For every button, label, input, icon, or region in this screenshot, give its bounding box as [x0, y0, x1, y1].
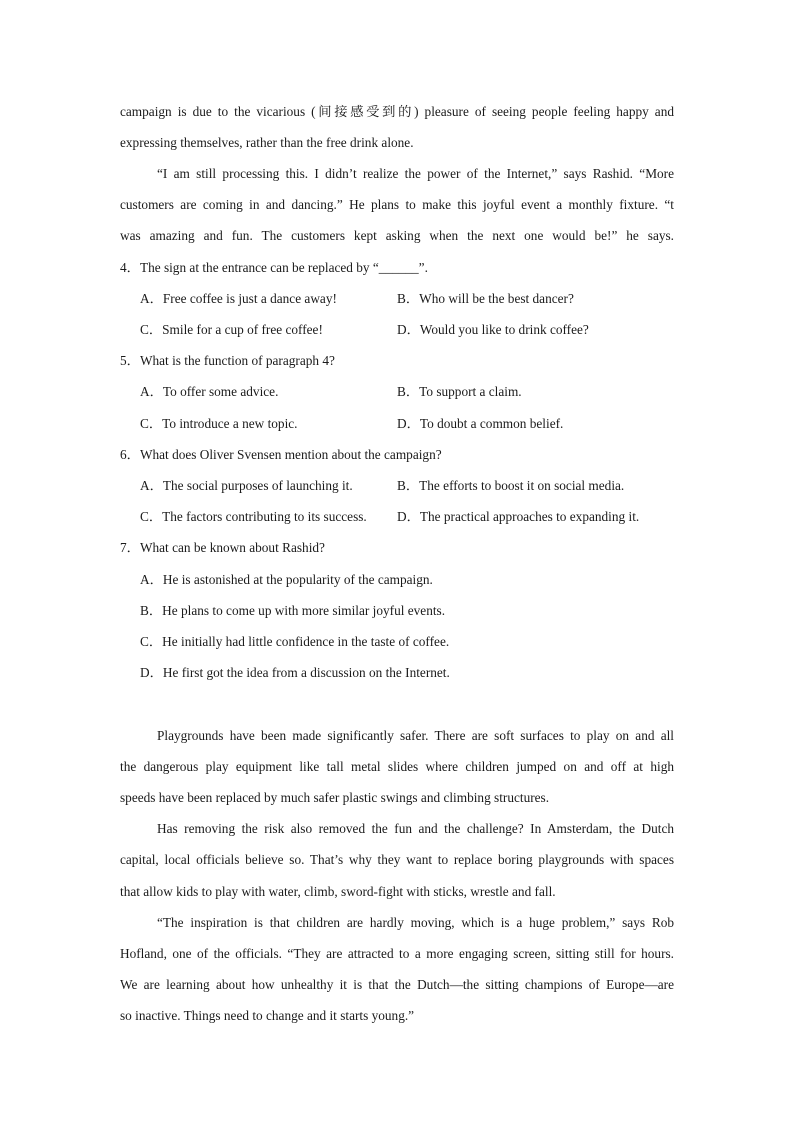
- question-6-option-a: A．The social purposes of launching it.: [140, 478, 353, 493]
- question-5-option-a: A．To offer some advice.: [140, 384, 279, 399]
- question-4-option-d: D．Would you like to drink coffee?: [397, 322, 589, 337]
- question-7-option-c: C．He initially had little confidence in the taste of coffee.: [140, 634, 450, 649]
- question-7-option-a: A．He is astonished at the popularity of the campaign.: [140, 572, 433, 587]
- passage1-line-3: “I am still processing this. I didn’t realize the power of the Internet,” says Rashid. “More: [157, 166, 674, 181]
- question-5-option-c: C．To introduce a new topic.: [140, 416, 298, 431]
- passage2-line-1: Playgrounds have been made significantly safer. There are soft surfaces to play on and all: [157, 728, 674, 743]
- passage2-line-3: speeds have been replaced by much safer plastic swings and climbing structures.: [120, 790, 550, 805]
- question-6-stem: 6．What does Oliver Svensen mention about the campaign?: [120, 447, 442, 462]
- passage1-line-4: customers are coming in and dancing.” He plans to make this joyful event a monthly fixture. “t: [120, 197, 674, 212]
- question-4-option-a: A．Free coffee is just a dance away!: [140, 291, 337, 306]
- passage2-line-8: Hofland, one of the officials. “They are attracted to a more engaging screen, sitting still for hours.: [120, 946, 674, 961]
- passage2-line-6: that allow kids to play with water, climb, sword-fight with sticks, wrestle and fall.: [120, 884, 556, 899]
- question-4-option-c: C．Smile for a cup of free coffee!: [140, 322, 323, 337]
- question-7-stem: 7．What can be known about Rashid?: [120, 540, 325, 555]
- question-6-option-b: B．The efforts to boost it on social media.: [397, 478, 625, 493]
- question-7-option-d: D．He first got the idea from a discussion on the Internet.: [140, 665, 450, 680]
- question-5-option-d: D．To doubt a common belief.: [397, 416, 564, 431]
- passage2-line-5: capital, local officials believe so. That’s why they want to replace boring playgrounds with spaces: [120, 852, 674, 867]
- question-5-option-b: B．To support a claim.: [397, 384, 522, 399]
- question-5-stem: 5．What is the function of paragraph 4?: [120, 353, 335, 368]
- passage2-line-4: Has removing the risk also removed the fun and the challenge? In Amsterdam, the Dutch: [157, 821, 674, 836]
- passage1-line-2: expressing themselves, rather than the free drink alone.: [120, 135, 414, 150]
- passage2-line-9: We are learning about how unhealthy it is that the Dutch—the sitting champions of Europe—are: [120, 977, 674, 992]
- passage2-line-2: the dangerous play equipment like tall metal slides where children jumped on and off at high: [120, 759, 674, 774]
- passage1-line-1: campaign is due to the vicarious (间接感受到的) pleasure of seeing people feeling happy and: [120, 104, 674, 119]
- passage2-line-7: “The inspiration is that children are hardly moving, which is a huge problem,” says Rob: [157, 915, 674, 930]
- question-6-option-d: D．The practical approaches to expanding it.: [397, 509, 640, 524]
- question-4-option-b: B．Who will be the best dancer?: [397, 291, 574, 306]
- question-6-option-c: C．The factors contributing to its success.: [140, 509, 367, 524]
- passage2-line-10: so inactive. Things need to change and it starts young.”: [120, 1008, 415, 1023]
- question-7-option-b: B．He plans to come up with more similar joyful events.: [140, 603, 446, 618]
- passage1-line-5: was amazing and fun. The customers kept asking when the next one would be!” he says.: [120, 228, 674, 243]
- question-4-stem: 4．The sign at the entrance can be replaced by “______”.: [120, 260, 428, 275]
